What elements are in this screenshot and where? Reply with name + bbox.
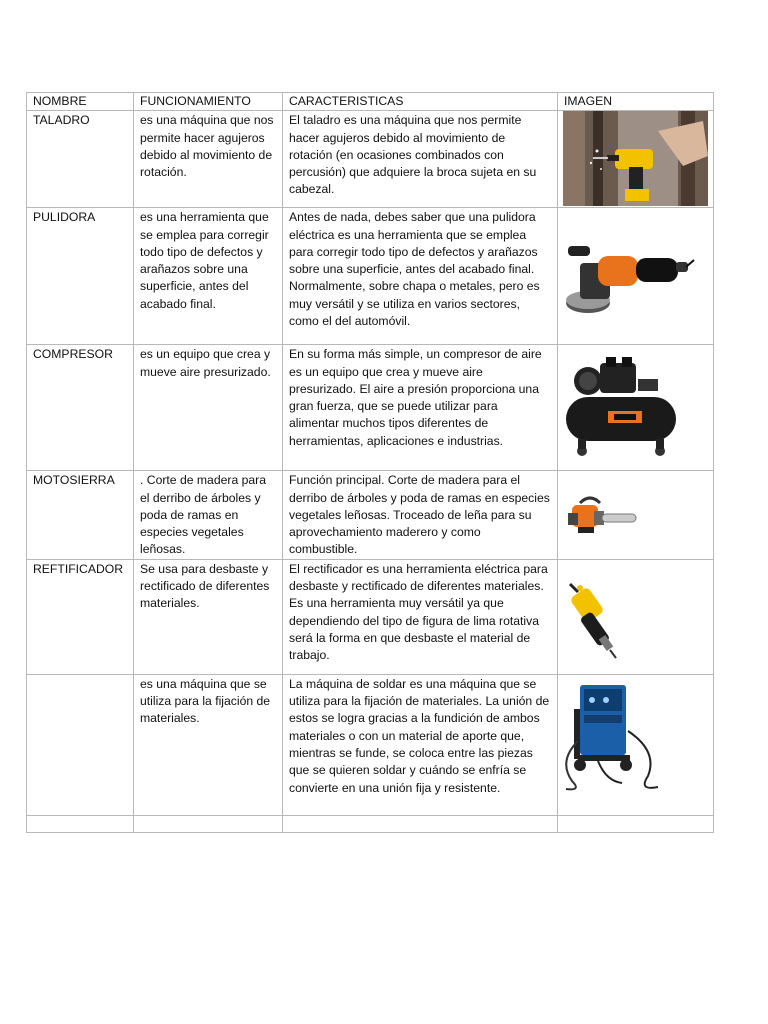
cell-imagen [558,111,714,208]
cell-imagen [558,815,714,832]
die-grinder-photo [558,574,658,674]
welding-machine-photo [558,681,668,796]
table-header-row [27,93,714,111]
angle-grinder-photo [558,218,698,338]
table-row [27,815,714,832]
drill-photo [563,111,708,206]
cell-caracteristicas: El taladro es una máquina que nos permite hacer agujeros debido al movimiento de rotación (en ocasiones combinados con percusión) que adquiere la broca sujeta en su cabezal. [283,111,558,208]
header-funcionamiento: FUNCIONAMIENTO [134,93,283,111]
cell-funcionamiento: es una máquina que se utiliza para la fijación de materiales. [134,674,283,815]
cell-nombre: MOTOSIERRA [27,471,134,559]
cell-nombre: PULIDORA [27,208,134,345]
table-row [27,345,714,471]
cell-caracteristicas: Antes de nada, debes saber que una pulidora eléctrica es una herramienta que se emplea para corregir todo tipo de defectos y arañazos sobre una superficie, antes del acabado final. Normalmente, sobre chapa o metales, pero es muy versátil y se utiliza en varios sectores, como el del automóvil. [283,208,558,345]
cell-nombre: TALADRO [27,111,134,208]
cell-funcionamiento: es una herramienta que se emplea para corregir todo tipo de defectos y arañazos sobre una superficie, antes del acabado final. [134,208,283,345]
cell-caracteristicas: La máquina de soldar es una máquina que se utiliza para la fijación de materiales. La unión de estos se logra gracias a la fundición de ambos materiales o con un material de aporte que, mientras se funde, se coloca entre las piezas que se quieren soldar y cuándo se enfría se convierte en una unión fija y resistente. [283,674,558,815]
cell-nombre: COMPRESOR [27,345,134,471]
cell-caracteristicas: Función principal. Corte de madera para el derribo de árboles y poda de ramas en especies vegetales leñosas. Troceado de leña para su aprovechamiento maderero y como combustible. [283,471,558,559]
cell-caracteristicas: El rectificador es una herramienta eléctrica para desbaste y rectificado de diferentes materiales. Es una herramienta muy versátil ya que dependiendo del tipo de figura de lima rotativa será la forma en que desbaste el material de trabajo. [283,559,558,674]
cell-funcionamiento: es una máquina que nos permite hacer agujeros debido al movimiento de rotación. [134,111,283,208]
chainsaw-photo [558,483,678,553]
cell-funcionamiento: Se usa para desbaste y rectificado de diferentes materiales. [134,559,283,674]
table-row [27,559,714,674]
cell-nombre [27,674,134,815]
cell-imagen [558,559,714,674]
cell-nombre: REFTIFICADOR [27,559,134,674]
cell-imagen [558,208,714,345]
table-row [27,674,714,815]
header-imagen: IMAGEN [558,93,714,111]
cell-funcionamiento [134,815,283,832]
table-row [27,208,714,345]
cell-funcionamiento: es un equipo que crea y mueve aire presurizado. [134,345,283,471]
tools-table [26,92,714,833]
table-row [27,111,714,208]
cell-imagen [558,674,714,815]
cell-nombre [27,815,134,832]
header-nombre: NOMBRE [27,93,134,111]
header-caracteristicas: CARACTERISTICAS [283,93,558,111]
table-row [27,471,714,559]
cell-imagen [558,471,714,559]
cell-funcionamiento: . Corte de madera para el derribo de árboles y poda de ramas en especies vegetales leñosas. [134,471,283,559]
cell-caracteristicas [283,815,558,832]
cell-caracteristicas: En su forma más simple, un compresor de aire es un equipo que crea y mueve aire presurizado. El aire a presión proporciona una gran fuerza, que se puede utilizar para alimentar muchos tipos diferentes de herramientas, aplicaciones e industrias. [283,345,558,471]
air-compressor-photo [558,353,683,468]
cell-imagen [558,345,714,471]
